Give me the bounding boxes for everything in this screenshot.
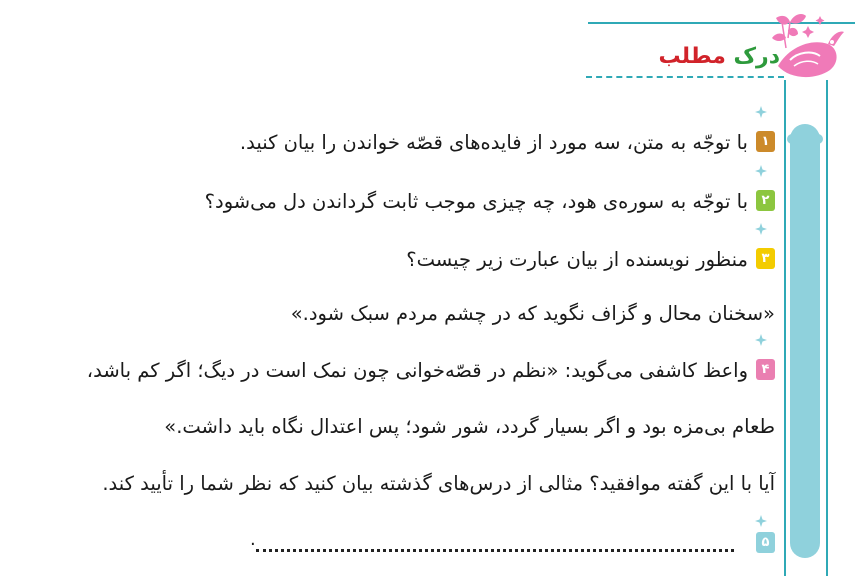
question-2 (205, 182, 775, 222)
side-decoration-bar (790, 124, 820, 558)
header-dashed-rule (586, 76, 784, 78)
bird-flower-icon (768, 8, 846, 84)
question-1-number: ۱ (756, 131, 775, 152)
question-4-number: ۴ (756, 359, 775, 380)
question-4-text: واعظ کاشفی می‌گوید: «نظم در قصّه‌خوانی چون نمک است در دیگ؛ اگر کم باشد، (86, 359, 748, 382)
question-4-continuation-text: طعام بی‌مزه بود و اگر بسیار گردد، شور شود؛ پس اعتدال نگاه باید داشت.» (164, 415, 775, 438)
question-3-number: ۳ (756, 248, 775, 269)
answer-dotted-line[interactable] (256, 543, 734, 552)
section-title-part1: درک (733, 44, 780, 69)
question-5-number: ۵ (756, 532, 775, 553)
sparkle-icon (755, 334, 767, 346)
question-5 (748, 524, 775, 564)
frame-right-line (826, 80, 828, 576)
answer-line-end: . (250, 529, 256, 550)
section-title (640, 40, 780, 74)
quote-line (291, 294, 775, 334)
sparkle-icon (755, 165, 767, 177)
section-title-part2: مطلب (658, 44, 726, 69)
quote-text: «سخنان محال و گزاف نگوید که در چشم مردم سبک شود.» (290, 302, 775, 325)
question-4-prompt (102, 464, 775, 504)
question-3-text: منظور نویسنده از بیان عبارت زیر چیست؟ (406, 248, 748, 271)
question-2-number: ۲ (756, 190, 775, 211)
question-4 (87, 351, 775, 391)
question-2-text: با توجّه به سوره‌ی هود، چه چیزی موجب ثابت گرداندن دل می‌شود؟ (204, 190, 748, 213)
sparkle-icon (755, 106, 767, 118)
frame-left-line (784, 80, 786, 576)
question-4-continuation (164, 407, 775, 447)
question-4-prompt-text: آیا با این گفته موافقید؟ مثالی از درس‌های گذشته بیان کنید که نظر شما را تأیید کند. (102, 472, 775, 495)
sparkle-icon (755, 223, 767, 235)
question-3 (406, 240, 775, 280)
question-1-text: با توجّه به متن، سه مورد از فایده‌های قصّه خواندن را بیان کنید. (239, 131, 748, 154)
question-1 (240, 123, 775, 163)
